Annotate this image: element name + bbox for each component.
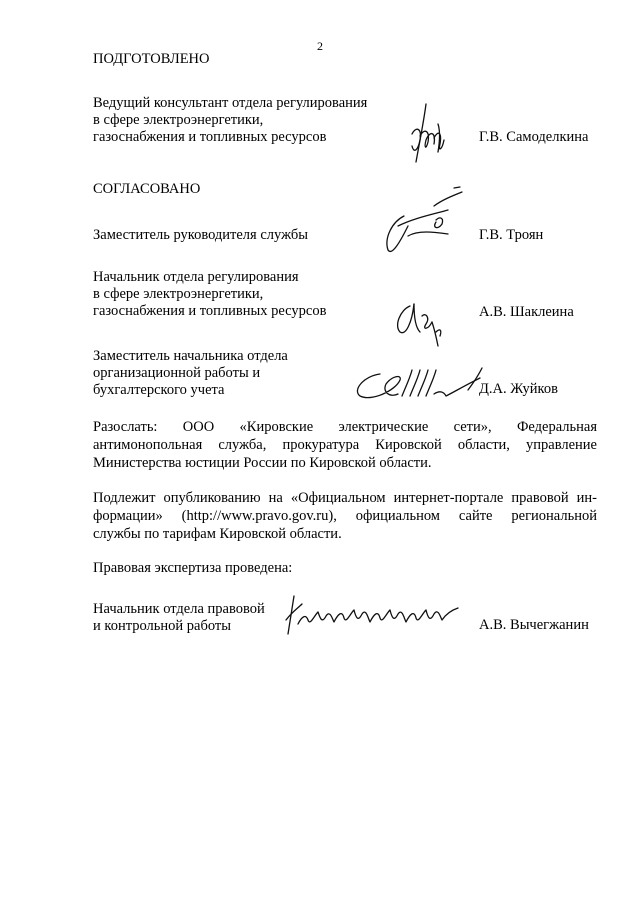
publication-line: формации» (http://www.pravo.gov.ru), официальном сайте региональной bbox=[93, 508, 597, 524]
agreed-title-3 bbox=[93, 348, 288, 399]
prepared-title bbox=[93, 95, 367, 146]
distribution-line: Министерства юстиции России по Кировской области. bbox=[93, 455, 432, 471]
distribution-line: антимонопольная служба, прокуратура Кировской области, управление bbox=[93, 437, 597, 453]
publication-line: Подлежит опубликованию на «Официальном интернет-портале правовой ин- bbox=[93, 490, 597, 506]
legal-review-text: Правовая экспертиза проведена: bbox=[93, 560, 293, 576]
agreed-name-3: Д.А. Жуйков bbox=[479, 381, 558, 397]
distribution-paragraph bbox=[93, 418, 597, 472]
legal-review-name: А.В. Вычегжанин bbox=[479, 617, 589, 633]
signature-shakleina bbox=[392, 292, 452, 352]
signature-troyan bbox=[378, 186, 470, 258]
agreed-title-line: газоснабжения и топливных ресурсов bbox=[93, 303, 327, 319]
agreed-title-line: в сфере электроэнергетики, bbox=[93, 286, 264, 302]
agreed-title-line: бухгалтерского учета bbox=[93, 382, 225, 398]
agreed-name-2: А.В. Шаклеина bbox=[479, 304, 574, 320]
legal-review-title-line: Начальник отдела правовой bbox=[93, 601, 265, 617]
agreed-heading: СОГЛАСОВАНО bbox=[93, 181, 201, 197]
legal-review-title-line: и контрольной работы bbox=[93, 618, 231, 634]
signature-samodelkina bbox=[402, 100, 452, 168]
agreed-title-line: Заместитель начальника отдела bbox=[93, 348, 288, 364]
page-number: 2 bbox=[317, 39, 323, 53]
legal-review-title bbox=[93, 601, 265, 635]
signature-vychegzhanin bbox=[282, 590, 462, 640]
agreed-title-line: организационной работы и bbox=[93, 365, 261, 381]
agreed-title-line: Начальник отдела регулирования bbox=[93, 269, 299, 285]
agreed-title-line: Заместитель руководителя службы bbox=[93, 227, 309, 243]
publication-line: службы по тарифам Кировской области. bbox=[93, 526, 342, 542]
agreed-title-1 bbox=[93, 227, 308, 244]
agreed-name-1: Г.В. Троян bbox=[479, 227, 544, 243]
distribution-line: Разослать: ООО «Кировские электрические сети», Федеральная bbox=[93, 419, 597, 435]
prepared-title-line: в сфере электроэнергетики, bbox=[93, 112, 264, 128]
publication-paragraph bbox=[93, 489, 597, 543]
prepared-title-line: Ведущий консультант отдела регулирования bbox=[93, 95, 368, 111]
agreed-title-2 bbox=[93, 269, 326, 320]
prepared-name: Г.В. Самоделкина bbox=[479, 129, 589, 145]
signature-zhuykov bbox=[350, 360, 486, 410]
prepared-title-line: газоснабжения и топливных ресурсов bbox=[93, 129, 327, 145]
prepared-heading: ПОДГОТОВЛЕНО bbox=[93, 51, 210, 67]
